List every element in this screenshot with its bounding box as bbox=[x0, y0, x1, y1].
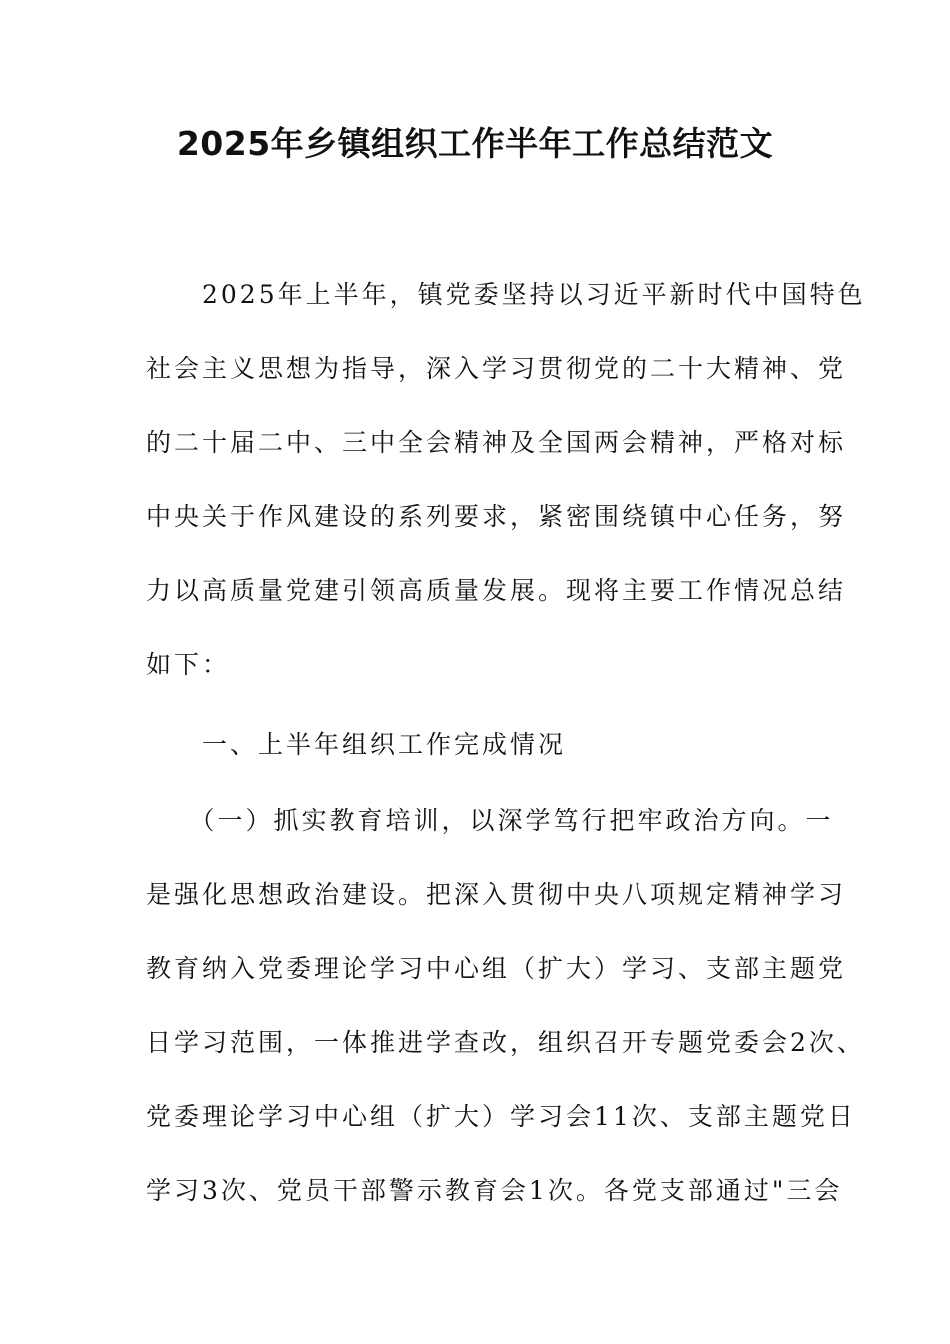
document-title: 2025年乡镇组织工作半年工作总结范文 bbox=[176, 124, 774, 163]
paragraph-line: 社会主义思想为指导，深入学习贯彻党的二十大精神、党 bbox=[146, 354, 847, 383]
paragraph-line: 力以高质量党建引领高质量发展。现将主要工作情况总结 bbox=[146, 576, 847, 605]
paragraph-line: 党委理论学习中心组（扩大）学习会11次、支部主题党日 bbox=[146, 1102, 856, 1131]
paragraph-line: 的二十届二中、三中全会精神及全国两会精神，严格对标 bbox=[146, 428, 847, 457]
paragraph-line: 如下： bbox=[146, 650, 231, 679]
section-heading: 一、上半年组织工作完成情况 bbox=[146, 730, 567, 759]
paragraph-line: 是强化思想政治建设。把深入贯彻中央八项规定精神学习 bbox=[146, 880, 847, 909]
paragraph-line: 教育纳入党委理论学习中心组（扩大）学习、支部主题党 bbox=[146, 954, 847, 983]
paragraph-line: 2025年上半年，镇党委坚持以习近平新时代中国特色 bbox=[146, 280, 866, 309]
paragraph-line: 日学习范围，一体推进学查改，组织召开专题党委会2次、 bbox=[146, 1028, 865, 1057]
paragraph-line: 中央关于作风建设的系列要求，紧密围绕镇中心任务，努 bbox=[146, 502, 847, 531]
paragraph-line: 学习3次、党员干部警示教育会1次。各党支部通过"三会 bbox=[146, 1176, 843, 1205]
subsection-heading: （一）抓实教育培训，以深学笃行把牢政治方向。一 bbox=[146, 806, 834, 835]
